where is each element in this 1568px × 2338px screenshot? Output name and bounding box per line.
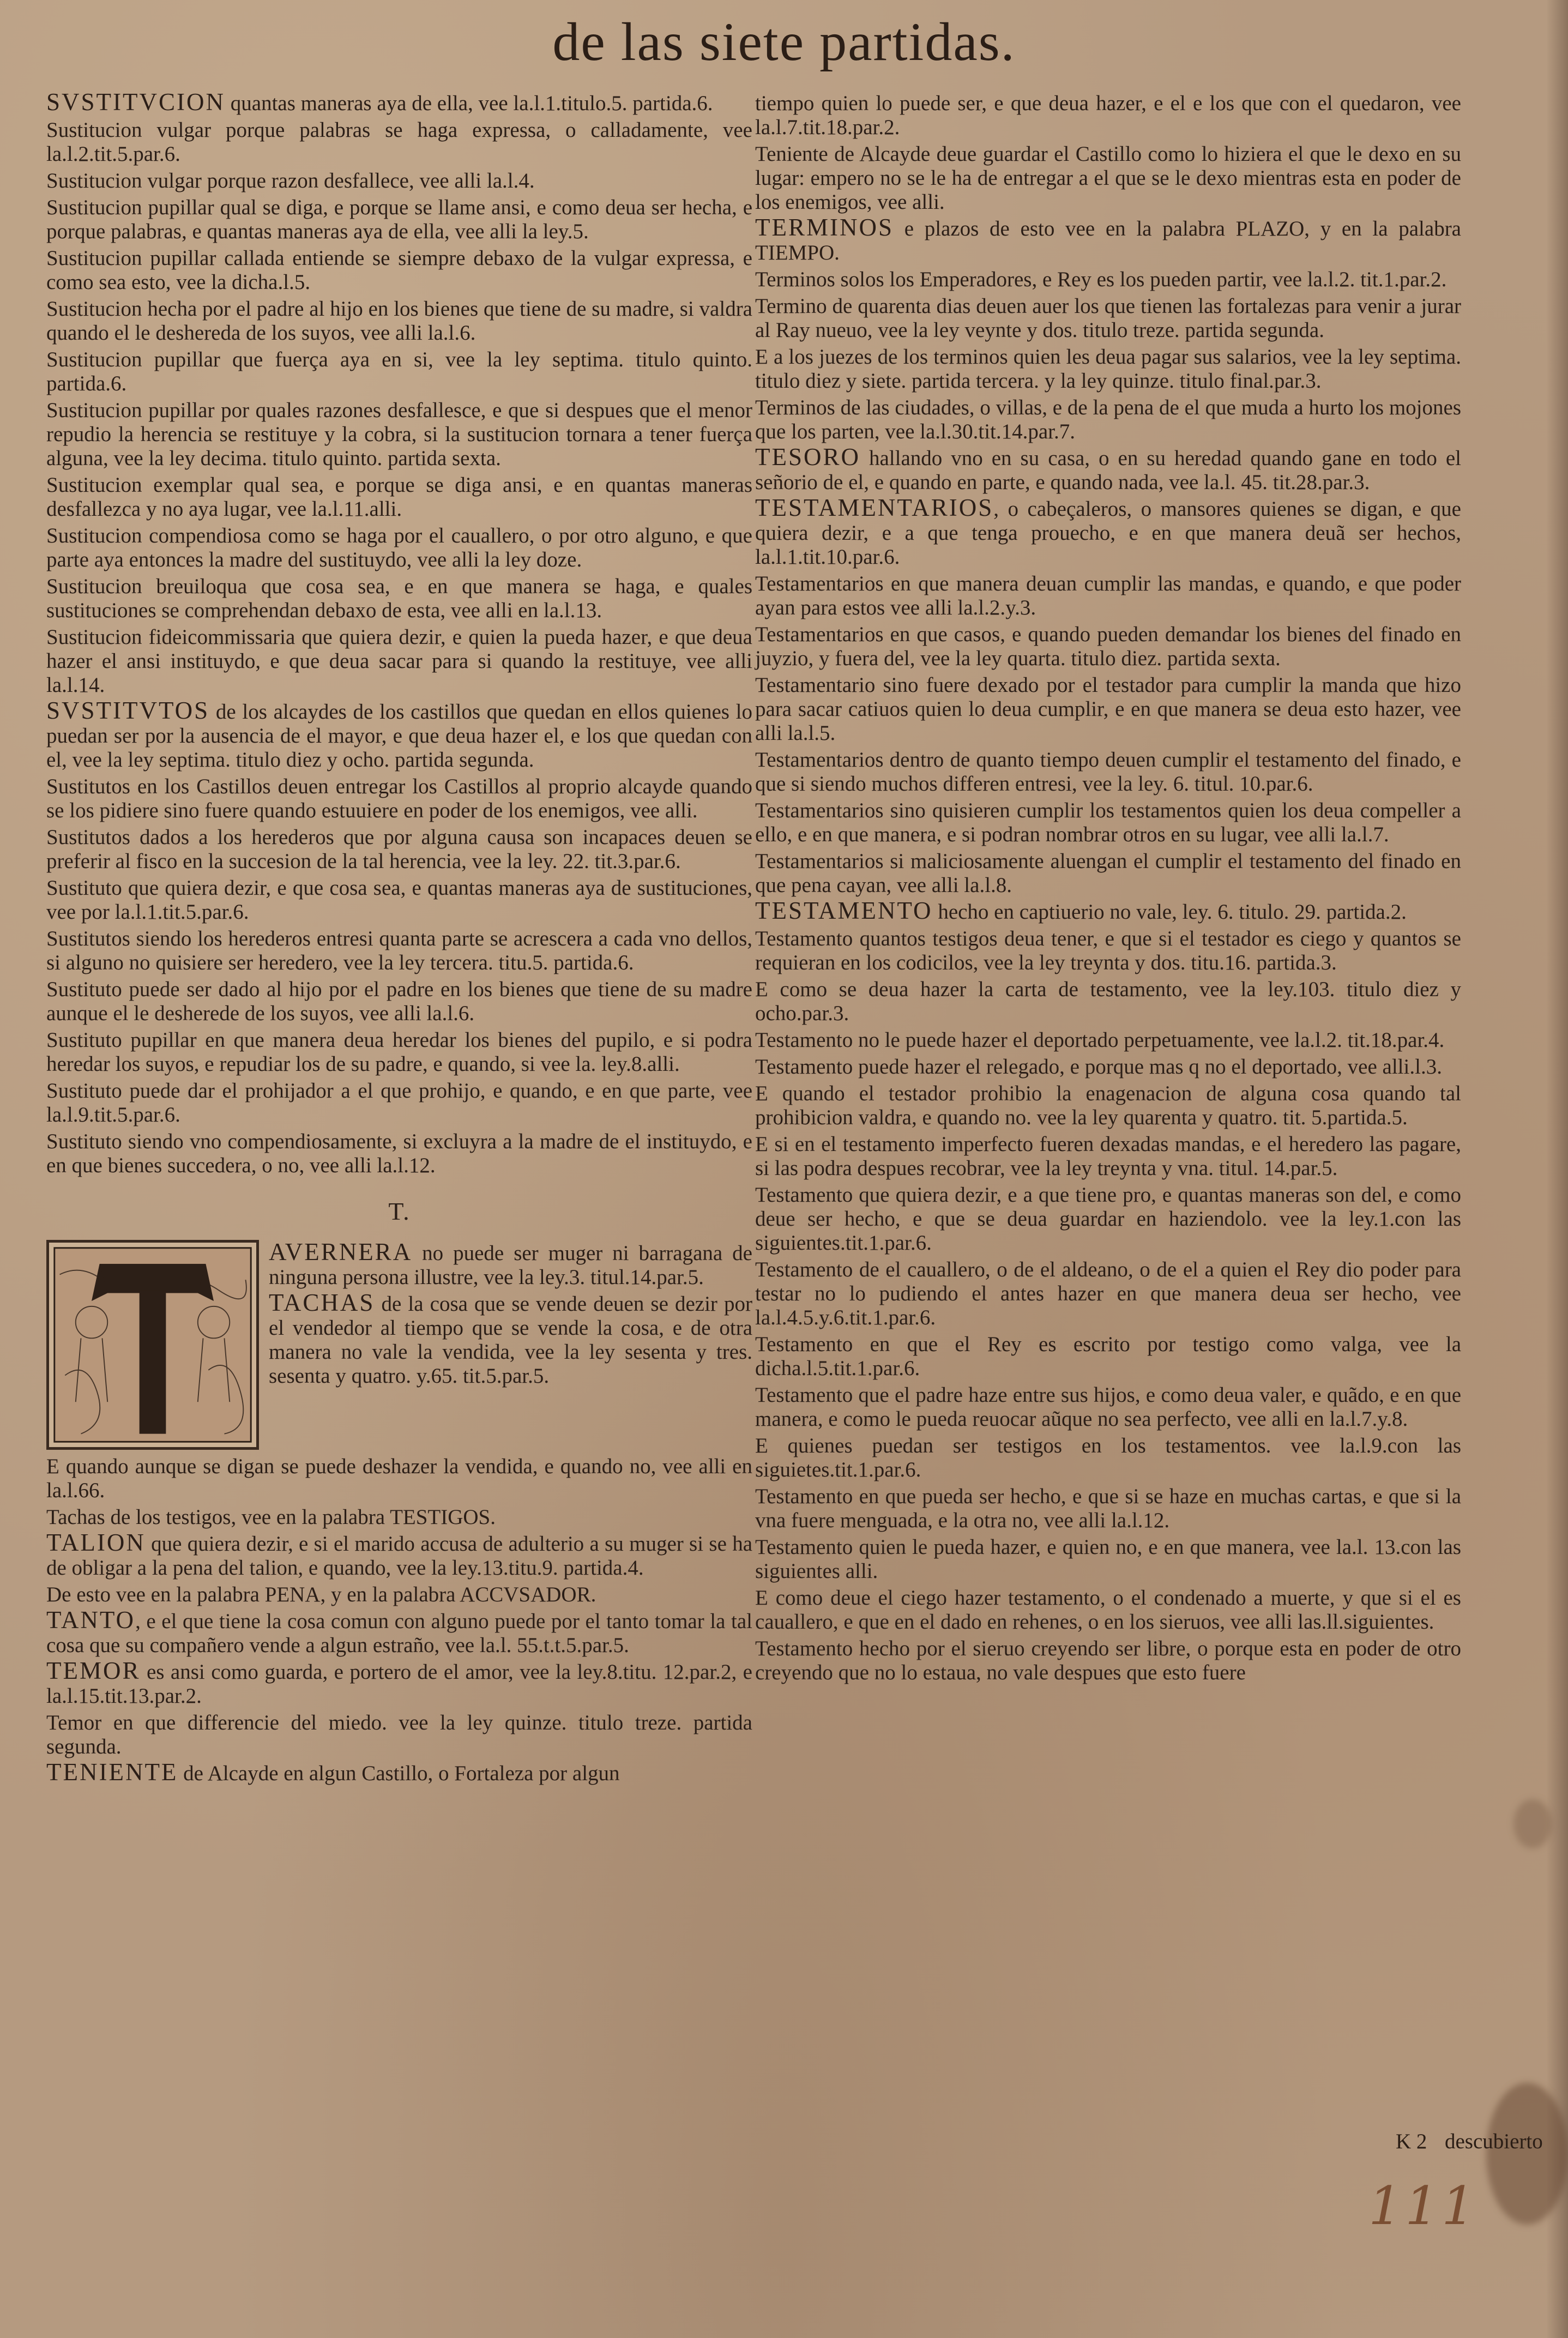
index-entry (46, 1453, 752, 1503)
entry-headword: AVERNERA (269, 1238, 413, 1266)
entry-text: hallando vno en su casa, o en su heredad quando gane en todo el señorio de el, e quando en parte, e quando nada, vee la.l. 45. tit.28.par.3. (755, 447, 1461, 494)
index-entry (46, 1027, 752, 1076)
entry-text: de la cosa que se vende deuen se dezir por el vendedor al tiempo que se vende la cosa, e de otra manera no vale la vendida, vee la ley sesenta y tres. sesenta y quatro. y.65. tit.5.par.5. (269, 1292, 752, 1388)
index-entry (46, 1581, 752, 1607)
index-entry (755, 215, 1461, 265)
entry-headword: TACHAS (269, 1289, 375, 1316)
catchword: descubierto (1445, 2130, 1543, 2153)
entry-text: Sustitucion pupillar qual se diga, e porque se llame ansi, e como deua ser hecha, e porque palabras, e quantas maneras aya de ella, vee alli la ley.5. (46, 196, 752, 243)
woodcut-initial-t (46, 1240, 259, 1450)
entry-headword: TESTAMENTARIOS (755, 494, 994, 521)
entry-text: Sustituto que quiera dezir, e que cosa sea, e quantas maneras aya de sustituciones, vee por la.l.1.tit.5.par.6. (46, 876, 752, 924)
entry-text: hecho en captiuerio no vale, ley. 6. titulo. 29. partida.2. (932, 900, 1407, 924)
section-letter: T. (388, 1197, 411, 1225)
entry-text: Testamento en que el Rey es escrito por testigo como valga, vee la dicha.l.5.tit.1.par.6. (755, 1333, 1461, 1380)
index-entry (755, 1382, 1461, 1431)
entry-text: Sustituto puede dar el prohijador a el que prohijo, e quando, e en que parte, vee la.l.9.tit.5.par.6. (46, 1079, 752, 1126)
entry-text: Sustitucion pupillar callada entiende se siempre debaxo de la vulgar expressa, e como sea esto, vee la dicha.l.5. (46, 246, 752, 294)
index-entry (755, 797, 1461, 847)
entry-text: Tachas de los testigos, vee en la palabra TESTIGOS. (46, 1505, 496, 1529)
index-entry (46, 1659, 752, 1708)
index-entry (755, 1131, 1461, 1180)
running-title: de las siete partidas. (552, 11, 1016, 72)
entry-headword: TESORO (755, 443, 861, 471)
folio-number: 111 (1368, 2176, 1479, 2237)
entry-text: de Alcayde en algun Castillo, o Fortaleza por algun (178, 1762, 620, 1785)
index-entry (46, 976, 752, 1026)
index-entry (46, 522, 752, 572)
entry-text: no puede ser muger ni barragana de ninguna persona illustre, vee la ley.3. titul.14.par.5. (269, 1242, 752, 1289)
entry-text: de los alcaydes de los castillos que quedan en ellos quienes lo puedan ser por la ausencia de el mayor, e que deua hazer el, e los que quedan con el, vee la ley septima. titulo diez y ocho. partida segunda. (46, 700, 752, 772)
entry-text: Sustitucion pupillar por quales razones desfallesce, e que si despues que el menor repudio la herencia se restituye y la cobra, si la sustitucion tornara a tener fuerça alguna, vee la ley decima. titulo quinto. partida sexta. (46, 399, 752, 470)
entry-headword: TEMOR (46, 1657, 141, 1684)
index-entry (755, 266, 1461, 292)
index-entry (755, 1053, 1461, 1079)
index-entry (46, 1709, 752, 1759)
entry-text: Testamento no le puede hazer el deportado perpetuamente, vee la.l.2. tit.18.par.4. (755, 1028, 1445, 1052)
index-entry (755, 1635, 1461, 1685)
index-entry (46, 1530, 752, 1580)
entry-text: Testamento que el padre haze entre sus hijos, e como deua valer, e quãdo, e en que manera, e como le pueda reuocar aũque no sea perfecto, vee alli en la.l.7.y.8. (755, 1383, 1461, 1431)
entry-text: Sustituto pupillar en que manera deua heredar los bienes del pupilo, e si podra heredar los suyos, e repudiar los de su padre, e quando, si vee la. ley.8.alli. (46, 1028, 752, 1076)
left-entries-continued (46, 1453, 752, 1786)
index-entry (755, 344, 1461, 393)
index-entry (46, 346, 752, 396)
index-entry (755, 925, 1461, 975)
entry-text: Sustituto siendo vno compendiosamente, si excluyra a la madre de el instituydo, e en que bienes succedera, o no, vee alli la.l.12. (46, 1130, 752, 1177)
index-entry (755, 496, 1461, 569)
index-entry (755, 570, 1461, 620)
entry-text: Sustitucion breuiloqua que cosa sea, e en que manera se haga, e quales sustituciones se comprehendan debaxo de esta, vee alli en la.l.13. (46, 575, 752, 622)
entry-text: tiempo quien lo puede ser, e que deua hazer, e el e los que con el quedaron, vee la.l.7.tit.18.par.2. (755, 92, 1461, 139)
initial-block (46, 1240, 752, 1453)
entry-text: Terminos de las ciudades, o villas, e de la pena de el que muda a hurto los mojones que los parten, vee la.l.30.tit.14.par.7. (755, 396, 1461, 443)
entry-text: Sustitucion fideicommissaria que quiera dezir, e quien la pueda hazer, e que deua hazer el ansi instituydo, e que deua sacar para si quando la restituye, vee alli la.l.14. (46, 625, 752, 697)
index-entry (46, 167, 752, 193)
index-entry (46, 875, 752, 924)
foxing-spot (1513, 1799, 1552, 1848)
index-entry (755, 672, 1461, 745)
index-entry (755, 1027, 1461, 1052)
entry-headword: TERMINOS (755, 214, 894, 241)
entry-text: Sustitucion pupillar que fuerça aya en si, vee la ley septima. titulo quinto. partida.6. (46, 348, 752, 395)
index-entry (46, 1504, 752, 1529)
entry-text: Sustitucion vulgar porque razon desfallece, vee alli la.l.4. (46, 169, 535, 192)
entry-text: , o cabeçaleros, o mansores quienes se digan, e que quiera dezir, e a que tenga prouecho, e en que manera deuã ser hechos, la.l.1.tit.10.par.6. (755, 497, 1461, 569)
index-entry (755, 621, 1461, 671)
index-entry (755, 1331, 1461, 1381)
entry-headword: TALION (46, 1529, 146, 1556)
index-entry (46, 698, 752, 772)
entry-text: Sustitucion vulgar porque palabras se haga expressa, o calladamente, vee la.l.2.tit.5.par.6. (46, 118, 752, 166)
index-entry (46, 1128, 752, 1178)
entry-text: Testamento que quiera dezir, e a que tiene pro, e quantas maneras son del, e como deue ser hecho, e que se deua guardar en haziendolo. vee la ley.1.con las siguientes.tit.1.par.6. (755, 1183, 1461, 1255)
entry-text: E quando aunque se digan se puede deshazer la vendida, e quando no, vee alli en la.l.66. (46, 1455, 752, 1502)
index-entry (755, 976, 1461, 1026)
entry-text: Sustitucion compendiosa como se haga por el cauallero, o por otro alguno, e que parte aya entonces la madre del sustituydo, vee alli la ley doze. (46, 524, 752, 571)
index-entry (755, 848, 1461, 897)
right-column (755, 90, 1461, 1686)
entry-text: Sustitucion hecha por el padre al hijo en los bienes que tiene de su madre, si valdra quando el le desheredа de los suyos, vee alli la.l.6. (46, 297, 752, 345)
entry-text: es ansi como guarda, e portero de el amor, vee la ley.8.titu. 12.par.2, e la.l.15.tit.13.par.2. (46, 1660, 752, 1708)
index-entry (46, 573, 752, 623)
entry-text: E si en el testamento imperfecto fueren dexadas mandas, e el heredero las pagare, si las podra despues recobrar, vee la ley treynta y vna. titul. 14.par.5. (755, 1132, 1461, 1180)
index-entry (46, 296, 752, 345)
entry-text: E quando el testador prohibio la enagenacion de alguna cosa quando tal prohibicion valdra, e quando no. vee la ley quarenta y quatro. tit. 5.partida.5. (755, 1082, 1461, 1129)
entry-text: Testamentario sino fuere dexado por el testador para cumplir la manda que hizo para sacar catiuos quien lo deua cumplir, e en que manera se deua esto hazer, vee alli la.l.5. (755, 673, 1461, 745)
entry-text: Testamento puede hazer el relegado, e porque mas q no el deportado, vee alli.l.3. (755, 1055, 1442, 1078)
index-entry (46, 245, 752, 294)
entry-text: Testamento quantos testigos deua tener, e que si el testador es ciego y quantos se requieran en los codicilos, vee la ley treynta y dos. titu.16. partida.3. (755, 927, 1461, 974)
left-column (46, 90, 752, 1787)
entry-text: E quienes puedan ser testigos en los testamentos. vee la.l.9.con las siguietes.tit.1.par.6. (755, 1434, 1461, 1481)
page-edge-shadow (1546, 0, 1568, 2338)
right-entries (755, 90, 1461, 1685)
entry-text: Termino de quarenta dias deuen auer los que tienen las fortalezas para venir a jurar al Ray nueuo, vee la ley veynte y dos. titulo treze. partida segunda. (755, 294, 1461, 342)
entry-text: Sustitutos en los Castillos deuen entregar los Castillos al proprio alcayde quando se los pidiere sino fuere quando estuuiere en poder de los enemigos, vee alli. (46, 775, 752, 822)
index-entry (46, 624, 752, 697)
index-entry (46, 1077, 752, 1127)
entry-text: , e el que tiene la cosa comun con alguno puede por el tanto tomar la tal cosa que su compañero vende a algun estraño, vee la.l. 55.t.t.5.par.5. (46, 1610, 752, 1657)
index-entry (46, 1608, 752, 1658)
entry-headword: TENIENTE (46, 1758, 178, 1786)
entry-text: E como deue el ciego hazer testamento, o el condenado a muerte, y que si el es cauallero, e que en el dado en rehenes, o en los sieruos, vee alli las.ll.siguientes. (755, 1586, 1461, 1634)
index-entry (755, 899, 1461, 924)
index-entry (755, 746, 1461, 796)
entry-text: Sustitucion exemplar qual sea, e porque se diga ansi, e en quantas maneras desfallezca y no aya lugar, vee la.l.11.alli. (46, 473, 752, 521)
index-entry (46, 472, 752, 521)
entry-headword: TANTO (46, 1606, 136, 1634)
entry-text: Terminos solos los Emperadores, e Rey es los pueden partir, vee la.l.2. tit.1.par.2. (755, 268, 1447, 291)
entry-text: Testamento hecho por el sieruo creyendo ser libre, o porque esta en poder de otro creyendo que no lo estaua, no vale despues que esto fuere (755, 1637, 1461, 1684)
entry-text: Testamento quien le pueda hazer, e quien no, e en que manera, vee la.l. 13.con las siguientes alli. (755, 1535, 1461, 1583)
entry-text: Sustituto puede ser dado al hijo por el padre en los bienes que tiene de su madre aunque el le desherede de los suyos, vee alli la.l.6. (46, 978, 752, 1025)
index-entry (46, 1760, 752, 1786)
entry-text: E a los juezes de los terminos quien les deua pagar sus salarios, vee la ley septima. titulo diez y siete. partida tercera. y la ley quinze. titulo final.par.3. (755, 345, 1461, 393)
entry-text: Temor en que differencie del miedo. vee la ley quinze. titulo treze. partida segunda. (46, 1711, 752, 1758)
index-entry (755, 293, 1461, 342)
entry-text: Teniente de Alcayde deue guardar el Castillo como lo hiziera el que le dexo en su lugar: empero no se le ha de entregar a el que se le dexo mientras esta en poder de los enemigos, vee alli. (755, 142, 1461, 214)
index-entry (755, 90, 1461, 140)
index-entry (46, 773, 752, 823)
index-entry (46, 925, 752, 975)
entry-headword: TESTAMENTO (755, 897, 933, 924)
index-entry (755, 1584, 1461, 1634)
left-entries (46, 90, 752, 1178)
entry-text: Testamento en que pueda ser hecho, e que si se haze en muchas cartas, e que si la vna fuere menguada, e la otra no, vee alli la.l.12. (755, 1485, 1461, 1532)
index-entry (46, 824, 752, 873)
index-entry (755, 1080, 1461, 1130)
entry-text: E como se deua hazer la carta de testamento, vee la ley.103. titulo diez y ocho.par.3. (755, 978, 1461, 1025)
entry-text: Testamentarios en que manera deuan cumplir las mandas, e quando, e que poder ayan para estos vee alli la.l.2.y.3. (755, 572, 1461, 619)
entry-text: Sustitutos dados a los herederos que por alguna causa son incapaces deuen se preferir al fisco en la succesion de la tal herencia, vee la ley. 22. tit.3.par.6. (46, 825, 752, 873)
entry-headword: SVSTITVCION (46, 88, 226, 116)
entry-text: Sustitutos siendo los herederos entresi quanta parte se acrescera a cada vno dellos, si alguno no quisiere ser heredero, vee la ley tercera. titu.5. partida.6. (46, 927, 752, 974)
entry-text: que quiera dezir, e si el marido accusa de adulterio a su muger si se ha de obligar a la pena del talion, e quando, vee la ley.13.titu.9. partida.4. (46, 1532, 752, 1580)
entry-text: Testamentarios si maliciosamente aluengan el cumplir el testamento del finado en que pena cayan, vee alli la.l.8. (755, 849, 1461, 897)
entry-headword: SVSTITVTOS (46, 697, 210, 724)
index-entry (755, 1182, 1461, 1255)
entry-text: quantas maneras aya de ella, vee la.l.1.titulo.5. partida.6. (225, 92, 713, 115)
index-entry (755, 1483, 1461, 1533)
entry-text: De esto vee en la palabra PENA, y en la palabra ACCVSADOR. (46, 1583, 596, 1606)
entry-text: Testamentarios sino quisieren cumplir los testamentos quien los deua compeller a ello, e en que manera, e si podran nombrar otros en su lugar, vee alli la.l.7. (755, 799, 1461, 846)
index-entry (46, 194, 752, 244)
entry-text: Testamentarios en que casos, e quando pueden demandar los bienes del finado en juyzio, y fuera del, vee la ley quarta. titulo diez. partida sexta. (755, 623, 1461, 670)
index-entry (755, 141, 1461, 214)
water-stain (1486, 2083, 1568, 2225)
index-entry (755, 1256, 1461, 1330)
index-entry (46, 90, 752, 116)
signature-mark: K 2 (1396, 2130, 1427, 2153)
index-entry (755, 394, 1461, 444)
index-entry (755, 1534, 1461, 1583)
woodcut-initial-image (49, 1243, 256, 1447)
entry-text: Testamento de el cauallero, o de el aldeano, o de el a quien el Rey dio poder para testar no lo pudiendo el antes hazer en que manera deua ser hecho, vee la.l.4.5.y.6.tit.1.par.6. (755, 1258, 1461, 1329)
entry-text: e plazos de esto vee en la palabra PLAZO, y en la palabra TIEMPO. (755, 217, 1461, 264)
index-entry (46, 117, 752, 166)
index-entry (46, 397, 752, 471)
index-entry (755, 445, 1461, 495)
index-entry (755, 1432, 1461, 1482)
entry-text: Testamentarios dentro de quanto tiempo deuen cumplir el testamento del finado, e que si siendo muchos differen entresi, vee la ley. 6. titul. 10.par.6. (755, 748, 1461, 796)
